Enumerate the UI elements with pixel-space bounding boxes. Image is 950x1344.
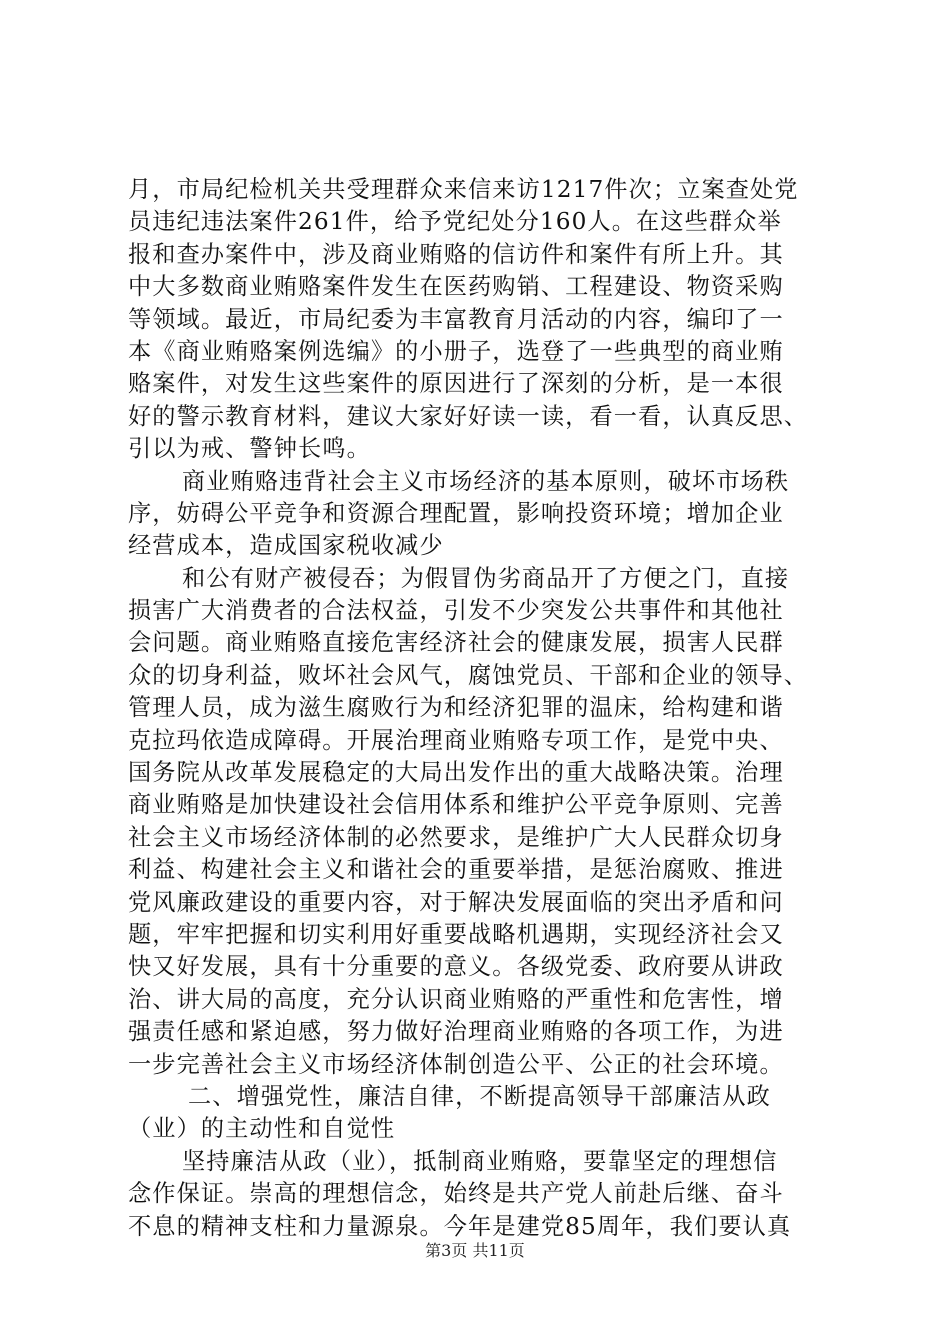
text-line: 好的警示教育材料，建议大家好好读一读，看一看，认真反思、 — [128, 402, 809, 430]
text-line: 利益、构建社会主义和谐社会的重要举措，是惩治腐败、推进 — [128, 856, 784, 884]
text-line: 题，牢牢把握和切实利用好重要战略机遇期，实现经济社会又 — [128, 920, 784, 948]
text-line: 经营成本，造成国家税收减少 — [128, 532, 444, 560]
text-line: 众的切身利益，败坏社会风气，腐蚀党员、干部和企业的领导、 — [128, 661, 809, 689]
text-line: 损害广大消费者的合法权益，引发不少突发公共事件和其他社 — [128, 597, 784, 625]
text-line: 商业贿赂是加快建设社会信用体系和维护公平竞争原则、完善 — [128, 791, 784, 819]
text-line: 等领域。最近，市局纪委为丰富教育月活动的内容，编印了一 — [128, 305, 784, 333]
text-line: 不息的精神支柱和力量源泉。今年是建党85周年，我们要认真 — [128, 1212, 792, 1240]
text-line: 员违纪违法案件261件，给予党纪处分160人。在这些群众举 — [128, 208, 782, 236]
document-body — [128, 174, 828, 1243]
text-line: 念作保证。崇高的理想信念，始终是共产党人前赴后继、奋斗 — [128, 1180, 784, 1208]
text-line: 管理人员，成为滋生腐败行为和经济犯罪的温床，给构建和谐 — [128, 694, 784, 722]
text-line: （业）的主动性和自觉性 — [128, 1115, 396, 1143]
text-line: 中大多数商业贿赂案件发生在医药购销、工程建设、物资采购 — [128, 273, 784, 301]
text-line: 赂案件，对发生这些案件的原因进行了深刻的分析，是一本很 — [128, 370, 784, 398]
text-line: 快又好发展，具有十分重要的意义。各级党委、政府要从讲政 — [128, 953, 784, 981]
text-line: 强责任感和紧迫感，努力做好治理商业贿赂的各项工作，为进 — [128, 1018, 784, 1046]
text-line: 本《商业贿赂案例选编》的小册子，选登了一些典型的商业贿 — [128, 337, 784, 365]
text-line: 一步完善社会主义市场经济体制创造公平、公正的社会环境。 — [128, 1050, 784, 1078]
text-line: 治、讲大局的高度，充分认识商业贿赂的严重性和危害性，增 — [128, 985, 784, 1013]
text-line: 党风廉政建设的重要内容，对于解决发展面临的突出矛盾和问 — [128, 888, 784, 916]
text-line: 克拉玛依造成障碍。开展治理商业贿赂专项工作，是党中央、 — [128, 726, 784, 754]
text-line: 月，市局纪检机关共受理群众来信来访1217件次；立案查处党 — [128, 176, 799, 203]
text-line: 社会主义市场经济体制的必然要求，是维护广大人民群众切身 — [128, 823, 784, 851]
text-line: 引以为戒、警钟长鸣。 — [128, 435, 371, 463]
text-line: 国务院从改革发展稳定的大局出发作出的重大战略决策。治理 — [128, 759, 784, 787]
text-line: 序，妨碍公平竞争和资源合理配置，影响投资环境；增加企业 — [128, 499, 784, 527]
text-line: 商业贿赂违背社会主义市场经济的基本原则，破坏市场秩 — [182, 467, 790, 495]
text-line: 坚持廉洁从政（业），抵制商业贿赂，要靠坚定的理想信 — [182, 1147, 778, 1175]
text-line: 报和查办案件中，涉及商业贿赂的信访件和案件有所上升。其 — [128, 240, 784, 268]
text-line: 二、增强党性，廉洁自律，不断提高领导干部廉洁从政 — [188, 1082, 771, 1110]
text-line: 会问题。商业贿赂直接危害经济社会的健康发展，损害人民群 — [128, 629, 784, 657]
page-footer: 第3页 共11页 — [425, 1241, 525, 1260]
text-line: 和公有财产被侵吞；为假冒伪劣商品开了方便之门，直接 — [182, 564, 790, 592]
